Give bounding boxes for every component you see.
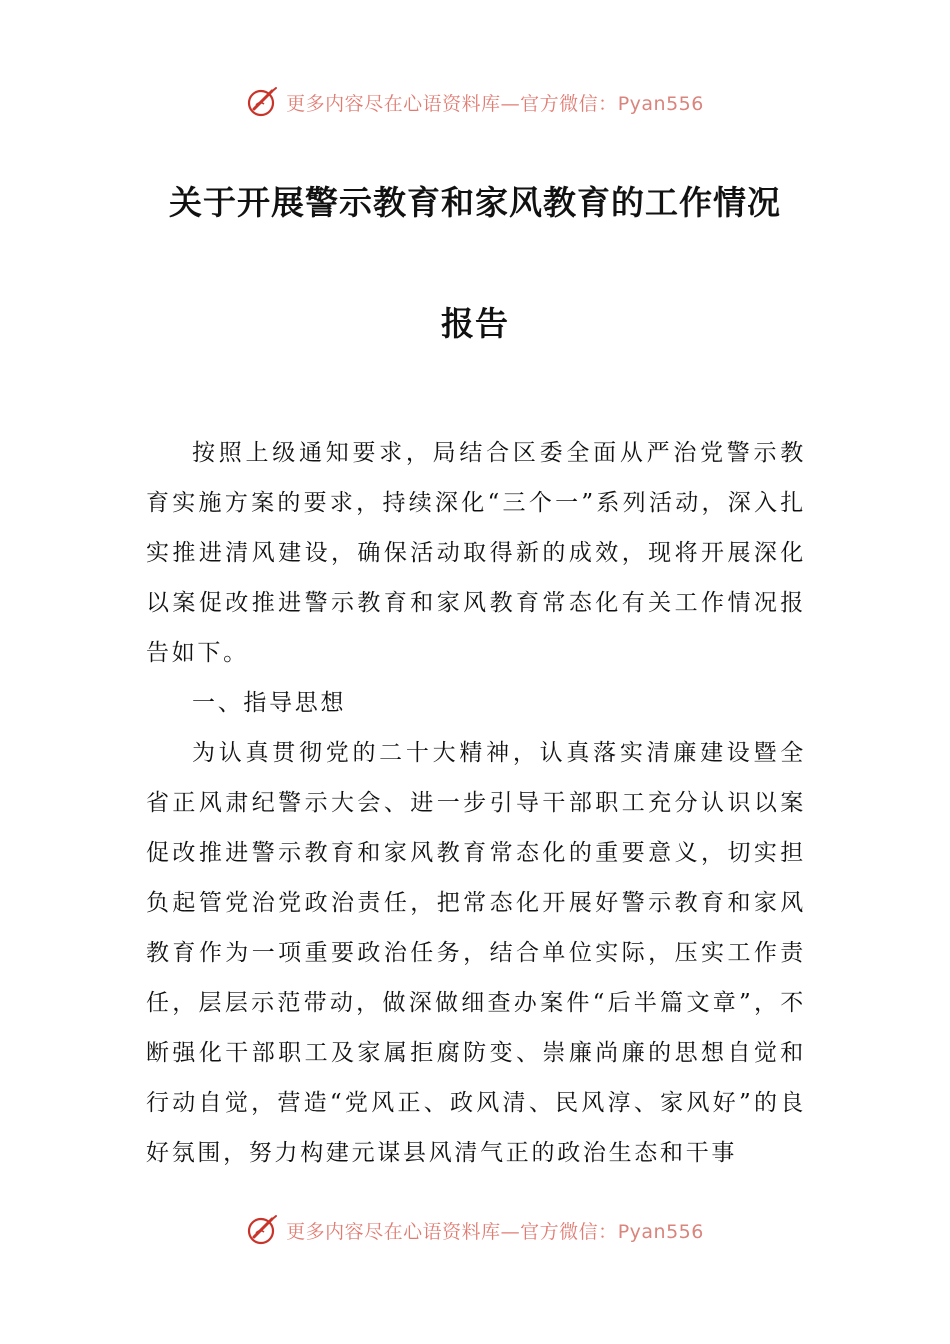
- section-heading-text: 一、指导思想: [192, 690, 347, 716]
- footer-watermark: [0, 1210, 950, 1250]
- watermark-wechat-id: Pyan556: [617, 1220, 704, 1243]
- watermark-dash: —: [500, 92, 521, 115]
- section-paragraph-text: 为认真贯彻党的二十大精神，认真落实清廉建设暨全省正风肃纪警示大会、进一步引导干部职工充分认识以案促改推进警示教育和家风教育常态化的重要意义，切实担负起管党治党政治责任，把常态化开展好警示教育和家风教育作为一项重要政治任务，结合单位实际，压实工作责任，层层示范带动，做深做细查办案件“后半篇文章”，不断强化干部职工及家属拒腐防变、崇廉尚廉的思想自觉和行动自觉，营造“党风正、政风清、民风淳、家风好”的良好氛围，努力构建元谋县风清气正的政治生态和干事: [146, 740, 806, 1166]
- watermark-main: 更多内容尽在心语资料库: [286, 92, 501, 115]
- watermark-label: 官方微信：: [520, 92, 618, 115]
- watermark-text: [286, 1217, 704, 1244]
- watermark-main: 更多内容尽在心语资料库: [286, 1220, 501, 1243]
- document-title-line-1: 关于开展警示教育和家风教育的工作情况: [169, 183, 781, 222]
- section-paragraph: [146, 728, 806, 1178]
- intro-paragraph-text: 按照上级通知要求，局结合区委全面从严治党警示教育实施方案的要求，持续深化“三个一”系列活动，深入扎实推进清风建设，确保活动取得新的成效，现将开展深化以案促改推进警示教育和家风教育常态化有关工作情况报告如下。: [146, 440, 806, 666]
- document-title-line-2: 报告: [441, 304, 509, 343]
- watermark-wechat-id: Pyan556: [617, 92, 704, 115]
- intro-paragraph: [146, 428, 806, 678]
- watermark-label: 官方微信：: [520, 1220, 618, 1243]
- pen-circle-logo-icon: [246, 85, 280, 119]
- pen-circle-logo-icon: [246, 1213, 280, 1247]
- watermark-dash: —: [500, 1220, 521, 1243]
- watermark-text: [286, 89, 704, 116]
- section-heading: [146, 678, 806, 728]
- header-watermark: [0, 82, 950, 122]
